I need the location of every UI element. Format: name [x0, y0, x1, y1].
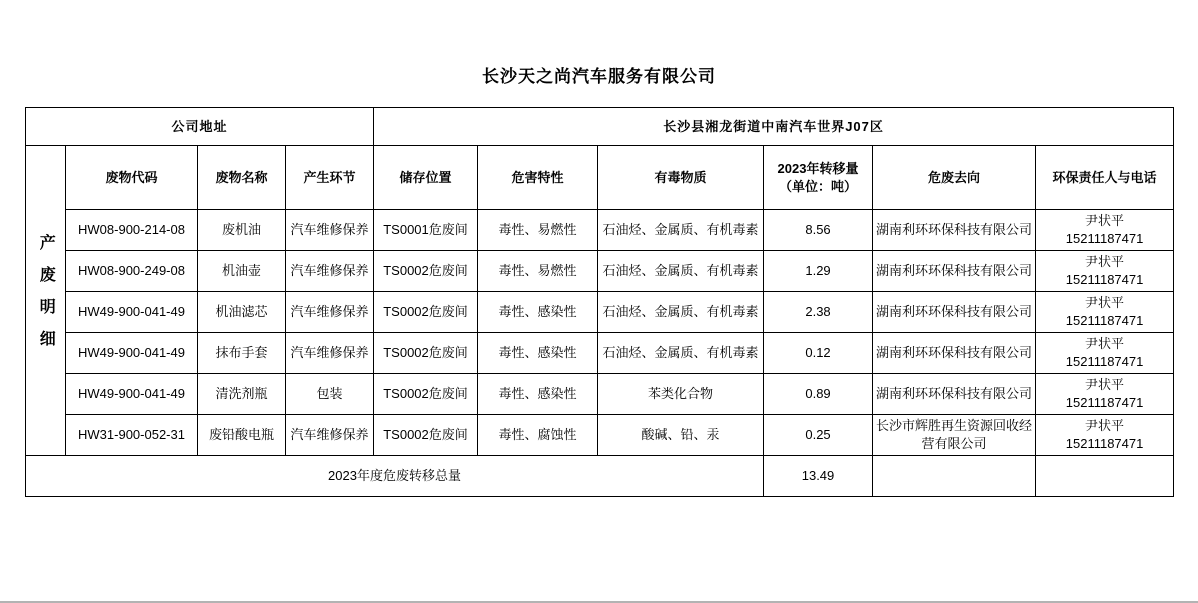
- cell-hazard: 毒性、感染性: [478, 374, 598, 415]
- cell-stage: 包装: [286, 374, 374, 415]
- cell-toxic: 石油烃、金属质、有机毒素: [598, 210, 764, 251]
- contact-name: 尹状平: [1085, 253, 1125, 269]
- cell-hazard: 毒性、感染性: [478, 333, 598, 374]
- cell-waste-name: 清洗剂瓶: [198, 374, 286, 415]
- company-address-label: 公司地址: [26, 108, 374, 146]
- contact-name: 尹状平: [1085, 212, 1125, 228]
- col-header-hazard: 危害特性: [478, 146, 598, 210]
- contact-phone: 15211187471: [1065, 313, 1144, 328]
- col-header-destination: 危废去向: [873, 146, 1036, 210]
- cell-contact: [1036, 415, 1174, 456]
- cell-toxic: 苯类化合物: [598, 374, 764, 415]
- contact-phone: 15211187471: [1065, 354, 1144, 369]
- col-header-toxic: 有毒物质: [598, 146, 764, 210]
- cell-amount: 0.89: [764, 374, 873, 415]
- cell-destination: 长沙市辉胜再生资源回收经营有限公司: [873, 415, 1036, 456]
- cell-hazard: 毒性、腐蚀性: [478, 415, 598, 456]
- contact-name: 尹状平: [1085, 335, 1125, 351]
- cell-waste-name: 机油滤芯: [198, 292, 286, 333]
- cell-waste-name: 抹布手套: [198, 333, 286, 374]
- cell-destination: 湖南利环环保科技有限公司: [873, 251, 1036, 292]
- contact-name: 尹状平: [1085, 417, 1125, 433]
- col-header-stage: 产生环节: [286, 146, 374, 210]
- cell-contact: [1036, 333, 1174, 374]
- table-row: [26, 374, 1174, 415]
- cell-waste-name: 废机油: [198, 210, 286, 251]
- cell-amount: 0.12: [764, 333, 873, 374]
- contact-name: 尹状平: [1085, 294, 1125, 310]
- cell-hazard: 毒性、易燃性: [478, 251, 598, 292]
- total-row: [26, 456, 1174, 497]
- company-address-value: 长沙县湘龙街道中南汽车世界J07区: [374, 108, 1174, 146]
- col-header-transfer-line1: 2023年转移量: [777, 160, 859, 176]
- cell-amount: 1.29: [764, 251, 873, 292]
- col-header-storage: 储存位置: [374, 146, 478, 210]
- cell-contact: [1036, 210, 1174, 251]
- address-header-row: [26, 108, 1174, 146]
- cell-storage: TS0002危废间: [374, 292, 478, 333]
- cell-waste-code: HW49-900-041-49: [66, 374, 198, 415]
- row-group-label: 产废明细: [37, 234, 55, 363]
- cell-waste-name: 废铅酸电瓶: [198, 415, 286, 456]
- cell-amount: 2.38: [764, 292, 873, 333]
- col-header-code: 废物代码: [66, 146, 198, 210]
- contact-phone: 15211187471: [1065, 395, 1144, 410]
- cell-storage: TS0002危废间: [374, 374, 478, 415]
- table-row: [26, 292, 1174, 333]
- cell-destination: 湖南利环环保科技有限公司: [873, 210, 1036, 251]
- column-header-row: [26, 146, 1174, 210]
- total-label: 2023年度危废转移总量: [26, 456, 764, 497]
- cell-contact: [1036, 292, 1174, 333]
- total-amount: 13.49: [764, 456, 873, 497]
- cell-storage: TS0002危废间: [374, 333, 478, 374]
- total-destination-empty: [873, 456, 1036, 497]
- table-row: [26, 210, 1174, 251]
- col-header-name: 废物名称: [198, 146, 286, 210]
- cell-destination: 湖南利环环保科技有限公司: [873, 333, 1036, 374]
- cell-hazard: 毒性、易燃性: [478, 210, 598, 251]
- total-contact-empty: [1036, 456, 1174, 497]
- cell-contact: [1036, 374, 1174, 415]
- cell-contact: [1036, 251, 1174, 292]
- cell-waste-name: 机油壶: [198, 251, 286, 292]
- cell-stage: 汽车维修保养: [286, 292, 374, 333]
- col-header-transfer-line2: （单位：吨）: [779, 178, 858, 194]
- cell-toxic: 石油烃、金属质、有机毒素: [598, 292, 764, 333]
- cell-waste-code: HW08-900-214-08: [66, 210, 198, 251]
- page-title: 长沙天之尚汽车服务有限公司: [482, 67, 716, 86]
- cell-hazard: 毒性、感染性: [478, 292, 598, 333]
- cell-storage: TS0001危废间: [374, 210, 478, 251]
- contact-phone: 15211187471: [1065, 436, 1144, 451]
- contact-phone: 15211187471: [1065, 231, 1144, 246]
- waste-transfer-table: [25, 107, 1174, 497]
- contact-phone: 15211187471: [1065, 272, 1144, 287]
- cell-stage: 汽车维修保养: [286, 210, 374, 251]
- cell-destination: 湖南利环环保科技有限公司: [873, 292, 1036, 333]
- table-row: [26, 251, 1174, 292]
- cell-amount: 8.56: [764, 210, 873, 251]
- cell-toxic: 酸碱、铅、汞: [598, 415, 764, 456]
- cell-destination: 湖南利环环保科技有限公司: [873, 374, 1036, 415]
- row-group-label-cell: [26, 146, 66, 456]
- cell-amount: 0.25: [764, 415, 873, 456]
- cell-stage: 汽车维修保养: [286, 415, 374, 456]
- cell-waste-code: HW08-900-249-08: [66, 251, 198, 292]
- cell-stage: 汽车维修保养: [286, 333, 374, 374]
- cell-stage: 汽车维修保养: [286, 251, 374, 292]
- table-row: [26, 415, 1174, 456]
- col-header-contact: 环保责任人与电话: [1036, 146, 1174, 210]
- cell-storage: TS0002危废间: [374, 415, 478, 456]
- cell-waste-code: HW49-900-041-49: [66, 292, 198, 333]
- col-header-transfer: [764, 146, 873, 210]
- cell-toxic: 石油烃、金属质、有机毒素: [598, 333, 764, 374]
- contact-name: 尹状平: [1085, 376, 1125, 392]
- cell-waste-code: HW31-900-052-31: [66, 415, 198, 456]
- table-row: [26, 333, 1174, 374]
- cell-waste-code: HW49-900-041-49: [66, 333, 198, 374]
- cell-toxic: 石油烃、金属质、有机毒素: [598, 251, 764, 292]
- cell-storage: TS0002危废间: [374, 251, 478, 292]
